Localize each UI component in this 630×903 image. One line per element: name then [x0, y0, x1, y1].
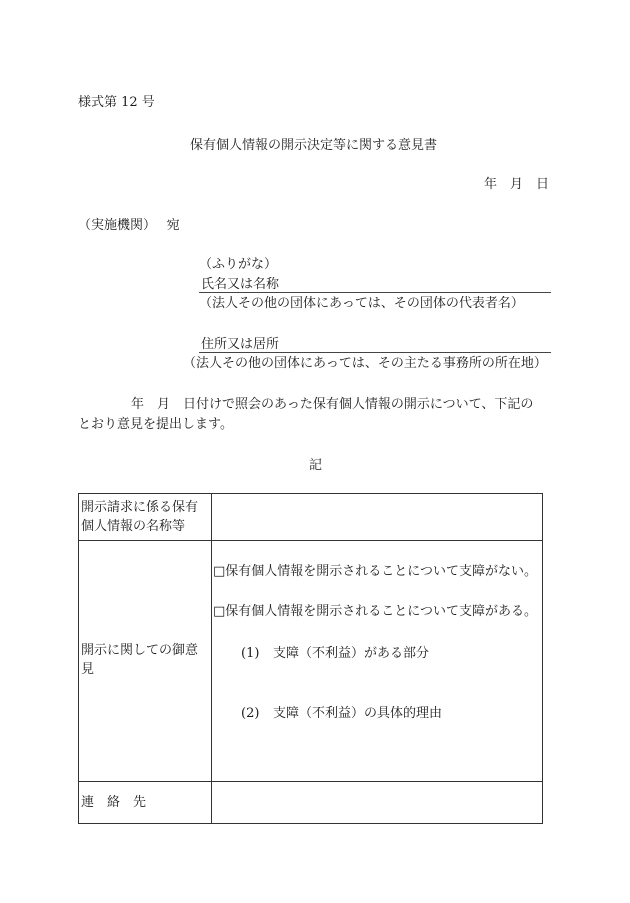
- name-label: 氏名又は名称: [201, 277, 280, 292]
- disclosure-request-label-cell: [79, 494, 212, 541]
- sub-item-1-number: (1): [241, 646, 260, 661]
- document-title: 保有個人情報の開示決定等に関する意見書: [190, 138, 438, 153]
- opinion-value-cell[interactable]: [212, 541, 543, 782]
- option-no-objection[interactable]: □保有個人情報を開示されることについて支障がない。: [213, 564, 538, 579]
- address-underline: [199, 352, 551, 353]
- disclosure-request-label-line2: 個人情報の名称等: [81, 519, 186, 534]
- opinion-label-cell: [79, 541, 212, 782]
- name-underline: [199, 292, 551, 293]
- form-number: 様式第 12 号: [78, 95, 155, 110]
- disclosure-request-label-line1: 開示請求に係る保有: [81, 500, 199, 515]
- option-objection[interactable]: □保有個人情報を開示されることについて支障がある。: [213, 604, 538, 619]
- body-line-1: 年 月 日付けで照会のあった保有個人情報の開示について、下記の: [131, 397, 534, 412]
- contact-label: 連 絡 先: [81, 795, 147, 810]
- table-row: [79, 541, 543, 782]
- address-label: 住所又は居所: [201, 337, 280, 352]
- opinion-label-line2: 見: [81, 662, 95, 677]
- body-line-2: とおり意見を提出します。: [78, 417, 233, 432]
- addressee: （実施機関） 宛: [78, 218, 180, 233]
- opinion-table: [78, 493, 543, 824]
- contact-value-cell[interactable]: [212, 782, 543, 824]
- ki-heading: 記: [309, 458, 323, 473]
- address-note: （法人その他の団体にあっては、その主たる事務所の所在地）: [183, 356, 547, 371]
- opinion-label-line1: 開示に関しての御意: [81, 643, 199, 658]
- name-note: （法人その他の団体にあっては、その団体の代表者名）: [199, 296, 524, 311]
- sub-item-2-text: 支障（不利益）の具体的理由: [273, 706, 443, 721]
- disclosure-request-value-cell[interactable]: [212, 494, 543, 541]
- sub-item-1-text: 支障（不利益）がある部分: [273, 646, 430, 661]
- furigana-label: （ふりがな）: [199, 257, 278, 272]
- sub-item-2-number: (2): [241, 706, 260, 721]
- contact-label-cell: [79, 782, 212, 824]
- table-row: [79, 782, 543, 824]
- table-row: [79, 494, 543, 541]
- date-line: 年 月 日: [484, 177, 550, 192]
